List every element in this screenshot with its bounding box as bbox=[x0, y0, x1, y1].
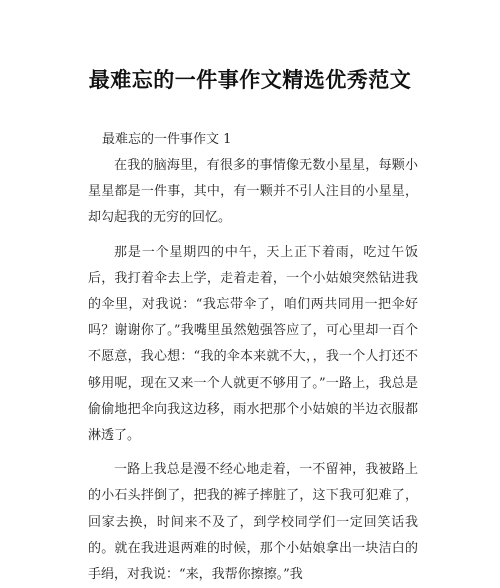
paragraph: 一路上我总是漫不经心地走着，一不留神，我被路上的小石头拌倒了，把我的裤子摔脏了，这下我可犯难了，回家去换，时间来不及了，到学校同学们一定回笑话我的。就在我进退两难的时候，那个小姑娘拿出一块洁白的手绢，对我说：“来，我帮你擦擦。”我 bbox=[88, 462, 418, 583]
paragraph: 在我的脑海里，有很多的事情像无数小星星，每颗小星星都是一件事，其中，有一颗并不引人注目的小星星，却勾起我的无穷的回忆。 bbox=[88, 158, 418, 226]
document-body bbox=[88, 153, 418, 588]
section-heading: 最难忘的一件事作文 1 bbox=[102, 132, 232, 147]
paragraph: 那是一个星期四的中午，天上正下着雨，吃过午饭后，我打着伞去上学，走着走着，一个小姑娘突然钻进我的伞里，对我说：“我忘带伞了，咱们两共同用一把伞好吗？谢谢你了。”我嘴里虽然勉强答应了，可心里却一百个不愿意，我心想：“我的伞本来就不大，，我一个人打还不够用呢，现在又来一个人就更不够用了。”一路上，我总是偷偷地把伞向我这边移，雨水把那个小姑娘的半边衣服都淋透了。 bbox=[88, 244, 418, 444]
document-title: 最难忘的一件事作文精选优秀范文 bbox=[88, 68, 412, 92]
